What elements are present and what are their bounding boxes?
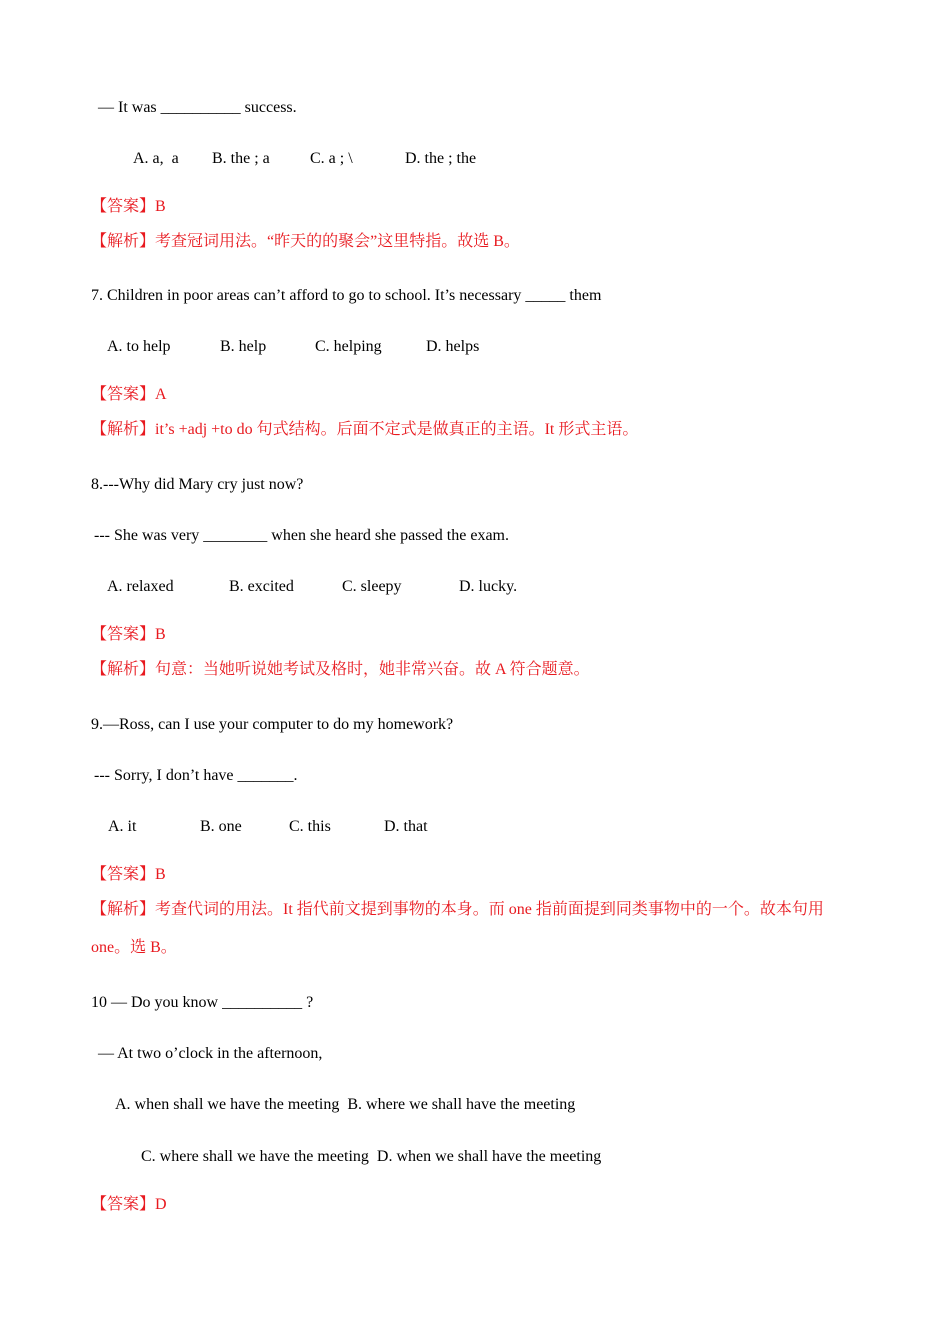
q10-reply: — At two o’clock in the afternoon, [98, 1045, 323, 1062]
q9-answer: 【答案】B [91, 866, 166, 883]
q8-option-d: D. lucky. [459, 578, 518, 595]
q7-option-c: C. helping [315, 338, 382, 355]
q10-options-line1: A. when shall we have the meeting B. where we shall have the meeting [115, 1096, 576, 1113]
q9-option-a: A. it [108, 818, 137, 835]
q6-answer: 【答案】B [91, 198, 166, 215]
q7-question: 7. Children in poor areas can’t afford to go to school. It’s necessary _____ them [91, 287, 602, 304]
q7-answer: 【答案】A [91, 386, 167, 403]
q9-option-d: D. that [384, 818, 428, 835]
q6-option-c: C. a ; \ [310, 150, 353, 167]
q7-option-d: D. helps [426, 338, 480, 355]
q8-option-a: A. relaxed [107, 578, 174, 595]
q7-option-b: B. help [220, 338, 267, 355]
q9-option-b: B. one [200, 818, 242, 835]
q9-analysis-line2: one。选 B。 [91, 939, 177, 956]
q9-reply: --- Sorry, I don’t have _______. [94, 767, 298, 784]
q6-analysis: 【解析】考查冠词用法。“昨天的的聚会”这里特指。故选 B。 [91, 233, 520, 250]
q8-option-c: C. sleepy [342, 578, 402, 595]
q6-option-d: D. the ; the [405, 150, 477, 167]
q8-reply: --- She was very ________ when she heard she passed the exam. [94, 527, 509, 544]
q10-answer: 【答案】D [91, 1196, 167, 1213]
q6-reply: — It was __________ success. [98, 99, 297, 116]
q8-question: 8.---Why did Mary cry just now? [91, 476, 304, 493]
q10-question: 10 — Do you know __________ ? [91, 994, 314, 1011]
q8-analysis: 【解析】句意：当她听说她考试及格时，她非常兴奋。故 A 符合题意。 [91, 661, 590, 678]
q6-option-b: B. the ; a [212, 150, 270, 167]
q9-question: 9.—Ross, can I use your computer to do my homework? [91, 716, 454, 733]
q8-option-b: B. excited [229, 578, 294, 595]
q9-analysis-line1: 【解析】考查代词的用法。It 指代前文提到事物的本身。而 one 指前面提到同类事物中的一个。故本句用 [91, 901, 824, 918]
q9-option-c: C. this [289, 818, 331, 835]
q8-answer: 【答案】B [91, 626, 166, 643]
q6-option-a: A. a, a [133, 150, 179, 167]
q7-option-a: A. to help [107, 338, 171, 355]
q7-analysis: 【解析】it’s +adj +to do 句式结构。后面不定式是做真正的主语。It 形式主语。 [91, 421, 639, 438]
q10-options-line2: C. where shall we have the meeting D. when we shall have the meeting [141, 1148, 602, 1165]
